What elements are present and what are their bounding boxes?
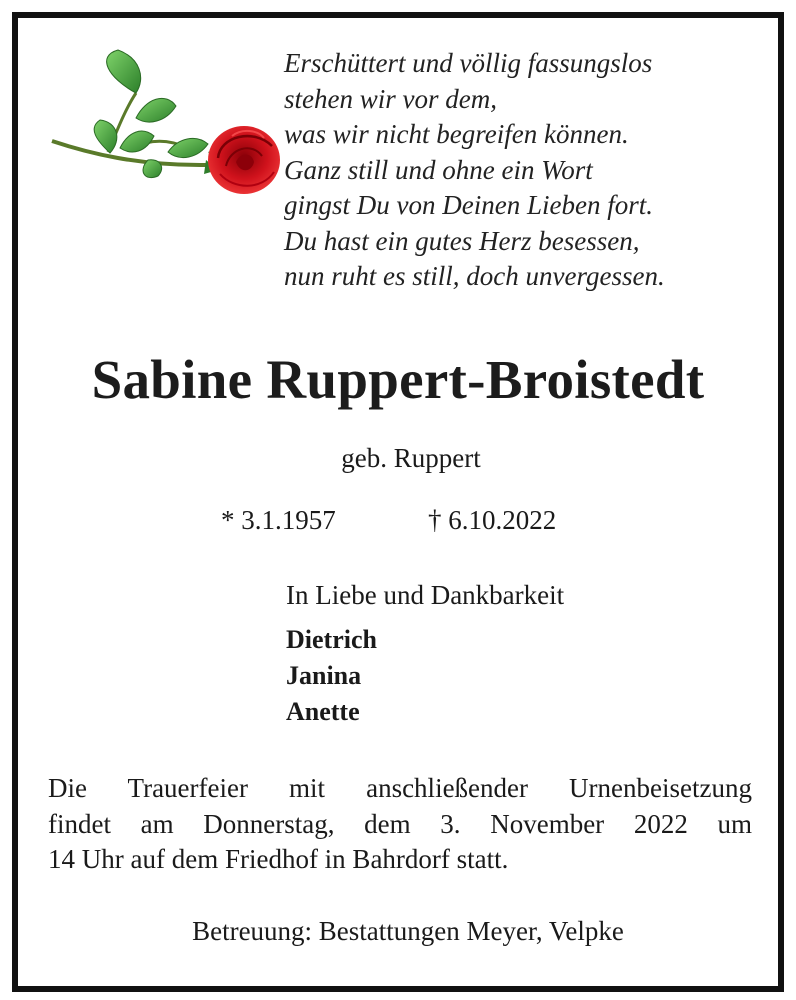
- poem-line: Erschüttert und völlig fassungslos: [284, 48, 653, 78]
- birth-date: * 3.1.1957: [221, 505, 336, 535]
- mourner-name: Janina: [286, 661, 362, 690]
- ceremony-line: 14 Uhr auf dem Friedhof in Bahrdorf statt.: [48, 844, 509, 874]
- death-date: † 6.10.2022: [428, 505, 557, 535]
- ceremony-line: findet am Donnerstag, dem 3. November 2022 um: [48, 808, 752, 839]
- poem-line: Ganz still und ohne ein Wort: [284, 154, 593, 185]
- red-rose-icon: [48, 48, 288, 208]
- poem-line: was wir nicht begreifen können.: [284, 119, 629, 149]
- mourner-list: [286, 622, 377, 730]
- obituary-notice: [12, 12, 784, 992]
- deceased-name: Sabine Ruppert-Broistedt: [91, 349, 705, 410]
- ceremony-notice: [48, 771, 752, 878]
- poem-line: Du hast ein gutes Herz besessen,: [284, 225, 640, 256]
- mourner-name: Anette: [286, 697, 360, 726]
- gratitude-line: In Liebe und Dankbarkeit: [286, 580, 565, 610]
- poem: [284, 46, 665, 295]
- birth-name: geb. Ruppert: [341, 443, 481, 473]
- ceremony-line: Die Trauerfeier mit anschließender Urnenbeisetzung: [48, 773, 752, 803]
- poem-line: stehen wir vor dem,: [284, 83, 497, 114]
- poem-line: nun ruht es still, doch unvergessen.: [284, 261, 665, 291]
- funeral-home: Betreuung: Bestattungen Meyer, Velpke: [192, 916, 624, 946]
- poem-line: gingst Du von Deinen Lieben fort.: [284, 190, 653, 220]
- mourner-name: Dietrich: [286, 625, 377, 654]
